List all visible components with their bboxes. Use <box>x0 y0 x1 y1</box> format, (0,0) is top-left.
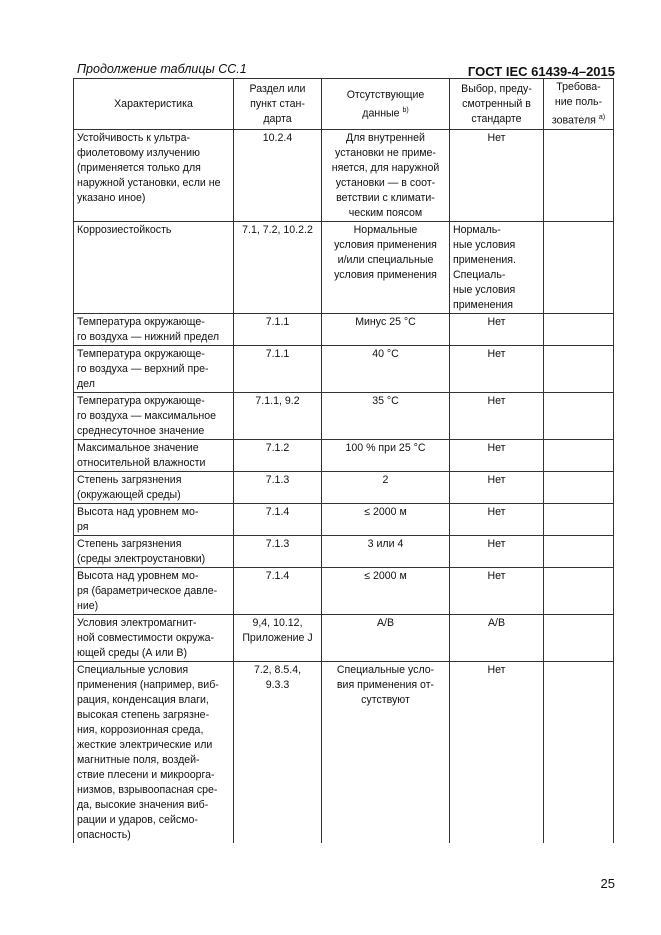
cell-user-requirement <box>544 661 614 843</box>
cell-section: 7.1, 7.2, 10.2.2 <box>234 221 322 313</box>
table-row <box>74 567 614 614</box>
cell-section: 7.1.1 <box>234 313 322 345</box>
cell-user-requirement <box>544 567 614 614</box>
cell-characteristic: Температура окружающе- го воздуха — максимальное среднесуточное значение <box>74 392 234 439</box>
cell-characteristic: Устойчивость к ультра- фиолетовому излучению (применяется только для наружной установки, если не указано иное) <box>74 129 234 221</box>
cell-section: 7.1.4 <box>234 567 322 614</box>
cell-user-requirement <box>544 503 614 535</box>
requirements-table <box>73 78 614 843</box>
cell-standard-choice: Нет <box>450 439 544 471</box>
table-row <box>74 345 614 392</box>
cell-missing-data: 3 или 4 <box>322 535 450 567</box>
cell-section: 7.2, 8.5.4, 9.3.3 <box>234 661 322 843</box>
cell-standard-choice: Нет <box>450 661 544 843</box>
header-standard-choice <box>450 79 544 130</box>
cell-standard-choice: Нет <box>450 345 544 392</box>
cell-standard-choice: Нет <box>450 129 544 221</box>
table-row <box>74 439 614 471</box>
cell-user-requirement <box>544 614 614 661</box>
cell-standard-choice: Нет <box>450 392 544 439</box>
cell-standard-choice: Нет <box>450 567 544 614</box>
cell-missing-data: 2 <box>322 471 450 503</box>
header-user-requirement <box>544 79 614 130</box>
footnote-ref: b) <box>402 106 409 114</box>
cell-missing-data: Специальные усло- вия применения от- сутствуют <box>322 661 450 843</box>
cell-characteristic: Температура окружающе- го воздуха — нижний предел <box>74 313 234 345</box>
table-row <box>74 661 614 843</box>
cell-missing-data: 35 °С <box>322 392 450 439</box>
cell-user-requirement <box>544 129 614 221</box>
cell-standard-choice: Нет <box>450 535 544 567</box>
table-row <box>74 503 614 535</box>
cell-user-requirement <box>544 535 614 567</box>
cell-characteristic: Степень загрязнения (окружающей среды) <box>74 471 234 503</box>
page-number: 25 <box>600 876 615 891</box>
header-label: Характеристика <box>114 97 193 110</box>
cell-section: 7.1.2 <box>234 439 322 471</box>
header-label: Раздел или пункт стан- дарта <box>249 82 306 125</box>
cell-characteristic: Температура окружающе- го воздуха — верхний пре- дел <box>74 345 234 392</box>
table-row <box>74 221 614 313</box>
cell-section: 7.1.1 <box>234 345 322 392</box>
cell-characteristic: Высота над уровнем мо- ря <box>74 503 234 535</box>
cell-section: 10.2.4 <box>234 129 322 221</box>
header-characteristic <box>74 79 234 130</box>
cell-missing-data: ≤ 2000 м <box>322 503 450 535</box>
cell-characteristic: Максимальное значение относительной влажности <box>74 439 234 471</box>
cell-missing-data: 40 °С <box>322 345 450 392</box>
cell-user-requirement <box>544 439 614 471</box>
header-missing-data <box>322 79 450 130</box>
cell-standard-choice: Нет <box>450 313 544 345</box>
cell-characteristic: Условия электромагнит- ной совместимости окружа- ющей среды (А или В) <box>74 614 234 661</box>
table-row <box>74 313 614 345</box>
cell-characteristic: Высота над уровнем мо- ря (бараметрическое давле- ние) <box>74 567 234 614</box>
cell-missing-data: Минус 25 °С <box>322 313 450 345</box>
cell-section: 7.1.4 <box>234 503 322 535</box>
cell-section: 7.1.3 <box>234 471 322 503</box>
cell-missing-data: А/В <box>322 614 450 661</box>
cell-missing-data: ≤ 2000 м <box>322 567 450 614</box>
table-row <box>74 471 614 503</box>
cell-section: 7.1.1, 9.2 <box>234 392 322 439</box>
header-label: Требова- ние поль- зователя <box>551 81 603 127</box>
cell-standard-choice: А/В <box>450 614 544 661</box>
footnote-ref: a) <box>598 114 606 121</box>
cell-standard-choice: Нет <box>450 503 544 535</box>
cell-characteristic: Специальные условия применения (например, виб- рация, конденсация влаги, высокая степень загрязне- ния, коррозионная среда, жесткие электрические или магнитные поля, воздей- ствие плесени и микроорга- низмов, взрывоопасная сре- да, высокие значения виб- рации и ударов, сейсмо- опасность) <box>74 661 234 843</box>
cell-section: 7.1.3 <box>234 535 322 567</box>
table-row <box>74 614 614 661</box>
cell-user-requirement <box>544 313 614 345</box>
cell-user-requirement <box>544 392 614 439</box>
table-caption: Продолжение таблицы СС.1 <box>77 62 247 76</box>
header-label: Выбор, преду- смотренный в стандарте <box>461 82 532 125</box>
cell-missing-data: 100 % при 25 °С <box>322 439 450 471</box>
cell-user-requirement <box>544 345 614 392</box>
cell-characteristic: Степень загрязнения (среды электроустановки) <box>74 535 234 567</box>
cell-user-requirement <box>544 471 614 503</box>
table-row <box>74 535 614 567</box>
header-section <box>234 79 322 130</box>
cell-standard-choice: Нормаль- ные условия применения. Специаль- ные условия применения <box>450 221 544 313</box>
cell-standard-choice: Нет <box>450 471 544 503</box>
table-row <box>74 129 614 221</box>
cell-missing-data: Нормальные условия применения и/или специальные условия применения <box>322 221 450 313</box>
cell-missing-data: Для внутренней установки не приме- няется, для наружной установки — в соот- ветствии с климати- ческим поясом <box>322 129 450 221</box>
table-row <box>74 392 614 439</box>
cell-user-requirement <box>544 221 614 313</box>
document-code: ГОСТ IEC 61439-4–2015 <box>467 64 615 79</box>
cell-section: 9,4, 10.12, Приложение J <box>234 614 322 661</box>
table-header-row <box>74 79 614 130</box>
cell-characteristic: Коррозиестойкость <box>74 221 234 313</box>
header-label: Отсутствующие данные <box>346 88 425 120</box>
